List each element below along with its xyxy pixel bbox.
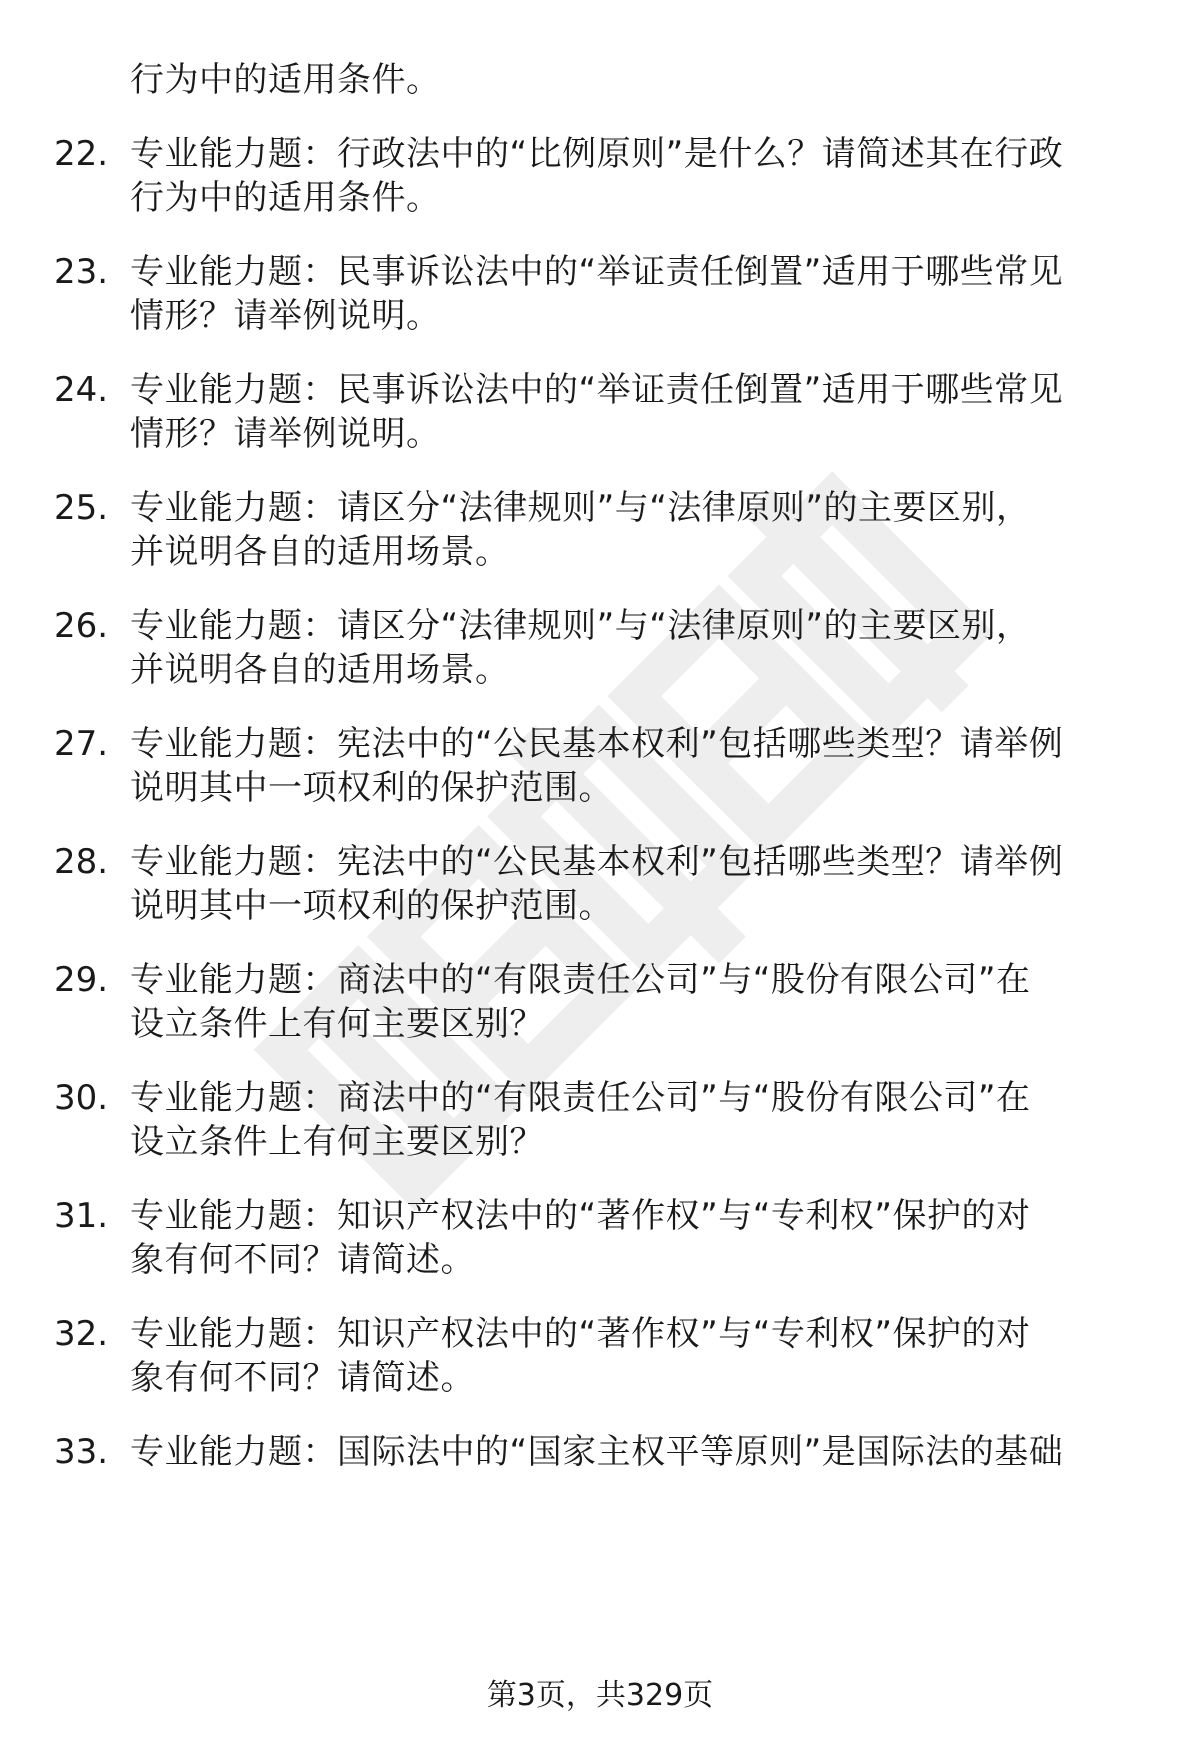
item-number: 33.: [54, 1432, 109, 1472]
item-number: 30.: [54, 1078, 109, 1118]
question-line-1: 专业能力题：请区分“法律规则”与“法律原则”的主要区别，: [130, 606, 1031, 646]
question-line-2: 情形？请举例说明。: [130, 414, 441, 454]
question-line-1: 专业能力题：民事诉讼法中的“举证责任倒置”适用于哪些常见: [130, 370, 1064, 410]
question-line-1: 专业能力题：行政法中的“比例原则”是什么？请简述其在行政: [130, 134, 1064, 174]
question-line-2: 并说明各自的适用场景。: [130, 532, 510, 572]
question-line-2: 情形？请举例说明。: [130, 296, 441, 336]
question-line-2: 说明其中一项权利的保护范围。: [130, 768, 613, 808]
question-line-1: 专业能力题：请区分“法律规则”与“法律原则”的主要区别，: [130, 488, 1031, 528]
item-number: 29.: [54, 960, 109, 1000]
question-line-2: 象有何不同？请简述。: [130, 1240, 475, 1280]
item-number: 24.: [54, 370, 109, 410]
item-number: 31.: [54, 1196, 109, 1236]
intro-continuation-line: 行为中的适用条件。: [130, 60, 441, 100]
question-line-1: 专业能力题：宪法中的“公民基本权利”包括哪些类型？请举例: [130, 842, 1064, 882]
question-line-1: 专业能力题：国际法中的“国家主权平等原则”是国际法的基础: [130, 1432, 1064, 1472]
item-number: 22.: [54, 134, 109, 174]
question-line-1: 专业能力题：民事诉讼法中的“举证责任倒置”适用于哪些常见: [130, 252, 1064, 292]
question-line-1: 专业能力题：商法中的“有限责任公司”与“股份有限公司”在: [130, 960, 1031, 1000]
item-number: 26.: [54, 606, 109, 646]
question-line-2: 行为中的适用条件。: [130, 178, 441, 218]
page-footer: 第3页，共329页: [486, 1678, 714, 1713]
question-line-2: 象有何不同？请简述。: [130, 1358, 475, 1398]
question-line-1: 专业能力题：商法中的“有限责任公司”与“股份有限公司”在: [130, 1078, 1031, 1118]
question-line-1: 专业能力题：宪法中的“公民基本权利”包括哪些类型？请举例: [130, 724, 1064, 764]
question-line-2: 设立条件上有何主要区别？: [130, 1122, 544, 1162]
item-number: 27.: [54, 724, 109, 764]
item-number: 25.: [54, 488, 109, 528]
item-number: 28.: [54, 842, 109, 882]
question-line-2: 并说明各自的适用场景。: [130, 650, 510, 690]
question-line-1: 专业能力题：知识产权法中的“著作权”与“专利权”保护的对: [130, 1314, 1031, 1354]
item-number: 23.: [54, 252, 109, 292]
question-line-2: 说明其中一项权利的保护范围。: [130, 886, 613, 926]
item-number: 32.: [54, 1314, 109, 1354]
question-line-1: 专业能力题：知识产权法中的“著作权”与“专利权”保护的对: [130, 1196, 1031, 1236]
question-line-2: 设立条件上有何主要区别？: [130, 1004, 544, 1044]
